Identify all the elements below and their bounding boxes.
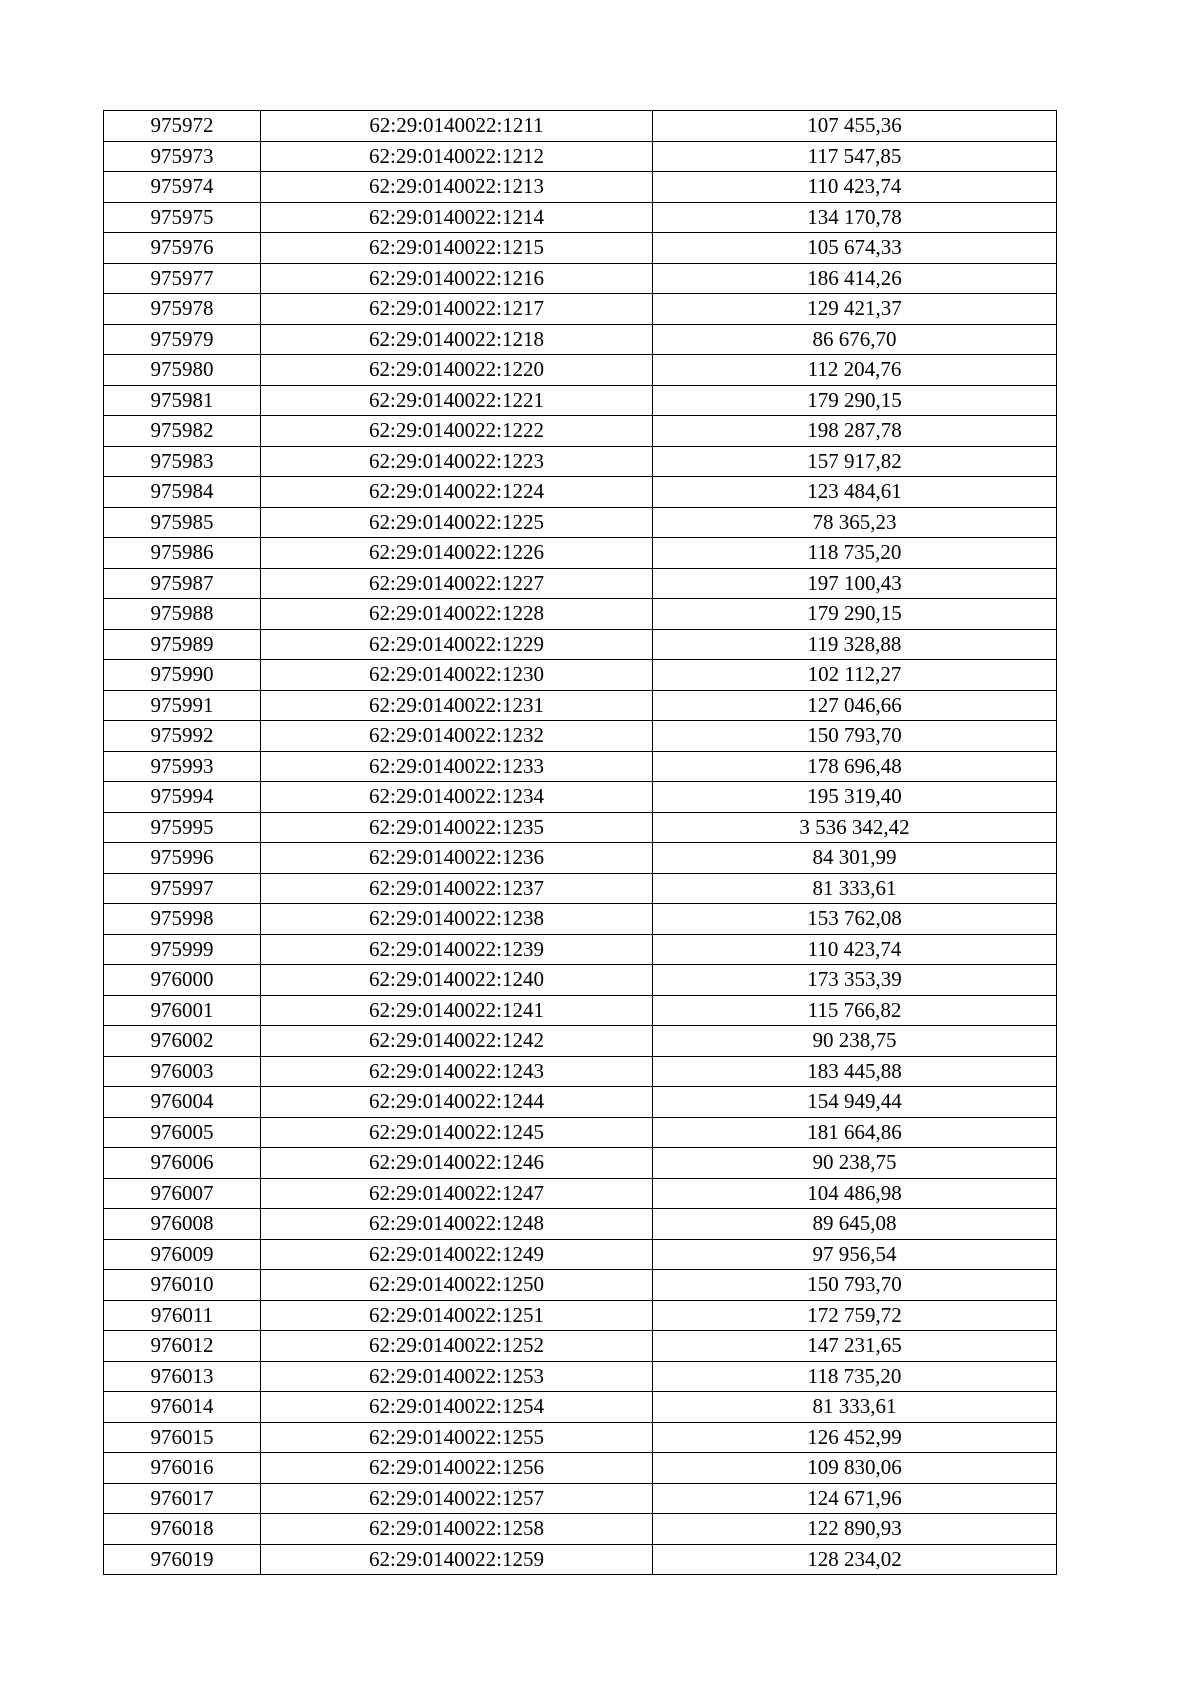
cadastral-value-cell: 198 287,78 <box>653 416 1057 447</box>
row-number-cell: 975983 <box>104 446 261 477</box>
cadastral-value-cell: 90 238,75 <box>653 1026 1057 1057</box>
table-row <box>104 690 1057 721</box>
cadastral-value-cell: 110 423,74 <box>653 172 1057 203</box>
table-row <box>104 904 1057 935</box>
cadastral-number-cell: 62:29:0140022:1217 <box>261 294 653 325</box>
row-number-cell: 976015 <box>104 1422 261 1453</box>
cadastral-value-cell: 154 949,44 <box>653 1087 1057 1118</box>
table-row <box>104 1300 1057 1331</box>
cadastral-number-cell: 62:29:0140022:1250 <box>261 1270 653 1301</box>
cadastral-number-cell: 62:29:0140022:1248 <box>261 1209 653 1240</box>
table-row <box>104 843 1057 874</box>
table-row <box>104 416 1057 447</box>
table-row <box>104 751 1057 782</box>
table-row <box>104 995 1057 1026</box>
cadastral-number-cell: 62:29:0140022:1244 <box>261 1087 653 1118</box>
row-number-cell: 975976 <box>104 233 261 264</box>
row-number-cell: 975973 <box>104 141 261 172</box>
row-number-cell: 975978 <box>104 294 261 325</box>
cadastral-number-cell: 62:29:0140022:1233 <box>261 751 653 782</box>
cadastral-number-cell: 62:29:0140022:1228 <box>261 599 653 630</box>
table-row <box>104 1148 1057 1179</box>
cadastral-value-cell: 157 917,82 <box>653 446 1057 477</box>
cadastral-number-cell: 62:29:0140022:1252 <box>261 1331 653 1362</box>
cadastral-value-cell: 115 766,82 <box>653 995 1057 1026</box>
cadastral-value-cell: 102 112,27 <box>653 660 1057 691</box>
table-row <box>104 172 1057 203</box>
table-row <box>104 1209 1057 1240</box>
table-body <box>104 111 1057 1575</box>
row-number-cell: 975986 <box>104 538 261 569</box>
cadastral-number-cell: 62:29:0140022:1224 <box>261 477 653 508</box>
row-number-cell: 975999 <box>104 934 261 965</box>
row-number-cell: 976006 <box>104 1148 261 1179</box>
row-number-cell: 975988 <box>104 599 261 630</box>
table-row <box>104 294 1057 325</box>
cadastral-value-cell: 195 319,40 <box>653 782 1057 813</box>
row-number-cell: 976012 <box>104 1331 261 1362</box>
table-row <box>104 1117 1057 1148</box>
row-number-cell: 976018 <box>104 1514 261 1545</box>
cadastral-number-cell: 62:29:0140022:1211 <box>261 111 653 142</box>
cadastral-value-cell: 81 333,61 <box>653 873 1057 904</box>
row-number-cell: 975997 <box>104 873 261 904</box>
cadastral-value-cell: 118 735,20 <box>653 1361 1057 1392</box>
cadastral-value-cell: 150 793,70 <box>653 1270 1057 1301</box>
cadastral-number-cell: 62:29:0140022:1251 <box>261 1300 653 1331</box>
cadastral-number-cell: 62:29:0140022:1223 <box>261 446 653 477</box>
cadastral-number-cell: 62:29:0140022:1256 <box>261 1453 653 1484</box>
row-number-cell: 975985 <box>104 507 261 538</box>
cadastral-number-cell: 62:29:0140022:1235 <box>261 812 653 843</box>
cadastral-number-cell: 62:29:0140022:1247 <box>261 1178 653 1209</box>
row-number-cell: 975975 <box>104 202 261 233</box>
row-number-cell: 976000 <box>104 965 261 996</box>
row-number-cell: 975974 <box>104 172 261 203</box>
cadastral-value-table <box>103 110 1057 1575</box>
row-number-cell: 975981 <box>104 385 261 416</box>
table-row <box>104 1453 1057 1484</box>
row-number-cell: 976005 <box>104 1117 261 1148</box>
row-number-cell: 975984 <box>104 477 261 508</box>
table-row <box>104 1361 1057 1392</box>
row-number-cell: 975972 <box>104 111 261 142</box>
row-number-cell: 975996 <box>104 843 261 874</box>
table-row <box>104 873 1057 904</box>
cadastral-value-cell: 86 676,70 <box>653 324 1057 355</box>
table-row <box>104 111 1057 142</box>
cadastral-value-cell: 90 238,75 <box>653 1148 1057 1179</box>
table-row <box>104 233 1057 264</box>
cadastral-value-cell: 81 333,61 <box>653 1392 1057 1423</box>
table-row <box>104 355 1057 386</box>
cadastral-value-cell: 97 956,54 <box>653 1239 1057 1270</box>
cadastral-value-cell: 107 455,36 <box>653 111 1057 142</box>
cadastral-value-cell: 110 423,74 <box>653 934 1057 965</box>
row-number-cell: 975979 <box>104 324 261 355</box>
cadastral-number-cell: 62:29:0140022:1253 <box>261 1361 653 1392</box>
cadastral-number-cell: 62:29:0140022:1236 <box>261 843 653 874</box>
row-number-cell: 976002 <box>104 1026 261 1057</box>
table-row <box>104 1026 1057 1057</box>
row-number-cell: 975994 <box>104 782 261 813</box>
table-row <box>104 660 1057 691</box>
table-row <box>104 141 1057 172</box>
cadastral-number-cell: 62:29:0140022:1254 <box>261 1392 653 1423</box>
row-number-cell: 976016 <box>104 1453 261 1484</box>
table-row <box>104 263 1057 294</box>
cadastral-value-cell: 134 170,78 <box>653 202 1057 233</box>
cadastral-number-cell: 62:29:0140022:1229 <box>261 629 653 660</box>
table-row <box>104 1270 1057 1301</box>
cadastral-number-cell: 62:29:0140022:1231 <box>261 690 653 721</box>
table-row <box>104 1422 1057 1453</box>
table-row <box>104 934 1057 965</box>
table-row <box>104 1087 1057 1118</box>
cadastral-number-cell: 62:29:0140022:1249 <box>261 1239 653 1270</box>
cadastral-number-cell: 62:29:0140022:1242 <box>261 1026 653 1057</box>
table-row <box>104 385 1057 416</box>
cadastral-number-cell: 62:29:0140022:1221 <box>261 385 653 416</box>
row-number-cell: 976010 <box>104 1270 261 1301</box>
cadastral-value-cell: 3 536 342,42 <box>653 812 1057 843</box>
table-row <box>104 1178 1057 1209</box>
cadastral-number-cell: 62:29:0140022:1234 <box>261 782 653 813</box>
row-number-cell: 975991 <box>104 690 261 721</box>
cadastral-value-cell: 118 735,20 <box>653 538 1057 569</box>
row-number-cell: 975993 <box>104 751 261 782</box>
cadastral-number-cell: 62:29:0140022:1255 <box>261 1422 653 1453</box>
row-number-cell: 976011 <box>104 1300 261 1331</box>
row-number-cell: 975992 <box>104 721 261 752</box>
row-number-cell: 976001 <box>104 995 261 1026</box>
row-number-cell: 976014 <box>104 1392 261 1423</box>
cadastral-value-cell: 178 696,48 <box>653 751 1057 782</box>
cadastral-number-cell: 62:29:0140022:1215 <box>261 233 653 264</box>
table-row <box>104 446 1057 477</box>
row-number-cell: 976013 <box>104 1361 261 1392</box>
cadastral-value-cell: 183 445,88 <box>653 1056 1057 1087</box>
row-number-cell: 975980 <box>104 355 261 386</box>
row-number-cell: 976007 <box>104 1178 261 1209</box>
table-row <box>104 965 1057 996</box>
cadastral-value-cell: 128 234,02 <box>653 1544 1057 1575</box>
cadastral-value-cell: 105 674,33 <box>653 233 1057 264</box>
cadastral-value-cell: 153 762,08 <box>653 904 1057 935</box>
row-number-cell: 975982 <box>104 416 261 447</box>
cadastral-number-cell: 62:29:0140022:1259 <box>261 1544 653 1575</box>
cadastral-value-cell: 124 671,96 <box>653 1483 1057 1514</box>
table-row <box>104 507 1057 538</box>
cadastral-value-cell: 150 793,70 <box>653 721 1057 752</box>
cadastral-number-cell: 62:29:0140022:1232 <box>261 721 653 752</box>
table-row <box>104 568 1057 599</box>
cadastral-number-cell: 62:29:0140022:1237 <box>261 873 653 904</box>
table-row <box>104 477 1057 508</box>
table-row <box>104 202 1057 233</box>
cadastral-value-cell: 179 290,15 <box>653 599 1057 630</box>
row-number-cell: 976019 <box>104 1544 261 1575</box>
cadastral-number-cell: 62:29:0140022:1225 <box>261 507 653 538</box>
table-row <box>104 629 1057 660</box>
cadastral-number-cell: 62:29:0140022:1220 <box>261 355 653 386</box>
row-number-cell: 975977 <box>104 263 261 294</box>
table-row <box>104 1056 1057 1087</box>
table-row <box>104 1514 1057 1545</box>
cadastral-value-cell: 126 452,99 <box>653 1422 1057 1453</box>
row-number-cell: 975987 <box>104 568 261 599</box>
cadastral-number-cell: 62:29:0140022:1239 <box>261 934 653 965</box>
cadastral-value-cell: 197 100,43 <box>653 568 1057 599</box>
cadastral-number-cell: 62:29:0140022:1240 <box>261 965 653 996</box>
table-row <box>104 538 1057 569</box>
row-number-cell: 976009 <box>104 1239 261 1270</box>
cadastral-value-cell: 112 204,76 <box>653 355 1057 386</box>
cadastral-number-cell: 62:29:0140022:1246 <box>261 1148 653 1179</box>
cadastral-value-cell: 89 645,08 <box>653 1209 1057 1240</box>
cadastral-number-cell: 62:29:0140022:1222 <box>261 416 653 447</box>
cadastral-number-cell: 62:29:0140022:1214 <box>261 202 653 233</box>
cadastral-value-cell: 119 328,88 <box>653 629 1057 660</box>
table-row <box>104 1331 1057 1362</box>
row-number-cell: 975989 <box>104 629 261 660</box>
cadastral-number-cell: 62:29:0140022:1216 <box>261 263 653 294</box>
row-number-cell: 976017 <box>104 1483 261 1514</box>
cadastral-number-cell: 62:29:0140022:1213 <box>261 172 653 203</box>
cadastral-value-cell: 117 547,85 <box>653 141 1057 172</box>
cadastral-number-cell: 62:29:0140022:1245 <box>261 1117 653 1148</box>
row-number-cell: 976008 <box>104 1209 261 1240</box>
cadastral-number-cell: 62:29:0140022:1218 <box>261 324 653 355</box>
row-number-cell: 975990 <box>104 660 261 691</box>
cadastral-number-cell: 62:29:0140022:1238 <box>261 904 653 935</box>
table-row <box>104 1483 1057 1514</box>
row-number-cell: 975998 <box>104 904 261 935</box>
cadastral-value-cell: 129 421,37 <box>653 294 1057 325</box>
table-row <box>104 1392 1057 1423</box>
cadastral-value-cell: 147 231,65 <box>653 1331 1057 1362</box>
cadastral-number-cell: 62:29:0140022:1226 <box>261 538 653 569</box>
cadastral-value-cell: 127 046,66 <box>653 690 1057 721</box>
table-row <box>104 599 1057 630</box>
cadastral-number-cell: 62:29:0140022:1257 <box>261 1483 653 1514</box>
cadastral-value-cell: 123 484,61 <box>653 477 1057 508</box>
cadastral-value-cell: 173 353,39 <box>653 965 1057 996</box>
table-row <box>104 1239 1057 1270</box>
cadastral-value-cell: 186 414,26 <box>653 263 1057 294</box>
table-row <box>104 721 1057 752</box>
table-row <box>104 812 1057 843</box>
cadastral-value-cell: 172 759,72 <box>653 1300 1057 1331</box>
row-number-cell: 975995 <box>104 812 261 843</box>
cadastral-value-cell: 104 486,98 <box>653 1178 1057 1209</box>
cadastral-number-cell: 62:29:0140022:1258 <box>261 1514 653 1545</box>
cadastral-value-cell: 84 301,99 <box>653 843 1057 874</box>
cadastral-value-cell: 179 290,15 <box>653 385 1057 416</box>
table-row <box>104 782 1057 813</box>
cadastral-value-cell: 181 664,86 <box>653 1117 1057 1148</box>
row-number-cell: 976003 <box>104 1056 261 1087</box>
cadastral-value-cell: 122 890,93 <box>653 1514 1057 1545</box>
row-number-cell: 976004 <box>104 1087 261 1118</box>
cadastral-value-cell: 78 365,23 <box>653 507 1057 538</box>
table-row <box>104 1544 1057 1575</box>
cadastral-number-cell: 62:29:0140022:1212 <box>261 141 653 172</box>
cadastral-number-cell: 62:29:0140022:1230 <box>261 660 653 691</box>
cadastral-value-cell: 109 830,06 <box>653 1453 1057 1484</box>
table-row <box>104 324 1057 355</box>
cadastral-number-cell: 62:29:0140022:1241 <box>261 995 653 1026</box>
cadastral-number-cell: 62:29:0140022:1227 <box>261 568 653 599</box>
cadastral-number-cell: 62:29:0140022:1243 <box>261 1056 653 1087</box>
